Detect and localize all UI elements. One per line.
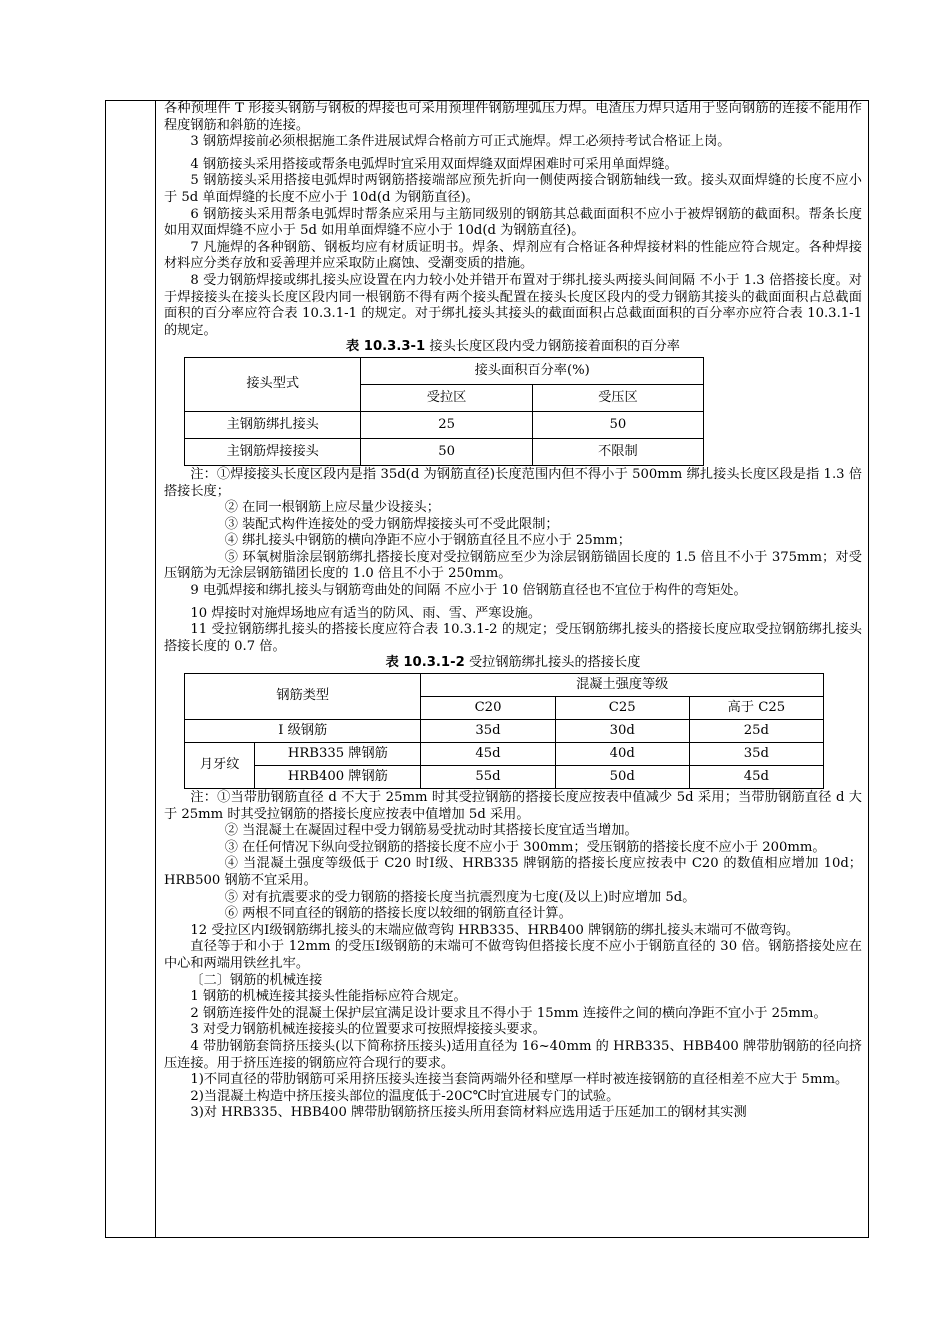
left-label-column [106,101,156,1237]
table1-caption [164,339,862,356]
table-cell: 月牙纹 [185,743,255,789]
table-cell: 45d [689,766,823,789]
paragraph: 直径等于和小于 12mm 的受压Ⅰ级钢筋的末端可不做弯钩但搭接长度不应小于钢筋直径的 30 倍。钢筋搭接处应在中心和两端用铁丝扎牢。 [164,939,862,971]
table-row [185,743,824,766]
table-row [185,438,704,465]
table-cell: 40d [555,743,689,766]
table2-header-c25: C25 [555,697,689,720]
note: ③ 在任何情况下纵向受拉钢筋的搭接长度不应小于 300mm；受压钢筋的搭接长度不应小于 200mm。 [224,839,826,855]
table-cell: 35d [689,743,823,766]
note: 注：①焊接接头长度区段内是指 35d(d 为钢筋直径)长度范围内但不得小于 500mm 绑扎接头长度区段是指 1.3 倍搭接长度； [164,466,862,499]
note: ⑤ 环氧树脂涂层钢筋绑扎搭接长度对受拉钢筋应至少为涂层钢筋锚固长度的 1.5 倍且不小于 375mm；对受压钢筋为无涂层钢筋锚团长度的 1.0 倍且不小于 250mm。 [164,549,862,582]
table1-header-percentage: 接头面积百分率(%) [361,357,704,384]
table-row [185,411,704,438]
table-cell: Ⅰ 级钢筋 [185,720,421,743]
table2-caption-number: 表 10.3.1-2 [385,655,465,671]
note: ⑥ 两根不同直径的钢筋的搭接长度以较细的钢筋直径计算。 [224,906,572,922]
document-content [164,101,862,1122]
paragraph: 9 电弧焊接和绑扎接头与钢筋弯曲处的间隔 不应小于 10 倍钢筋直径也不宜位于构件的弯矩处。 [190,583,747,599]
paragraph: 1 钢筋的机械连接其接头性能指标应符合规定。 [190,989,467,1005]
note: ④ 当混凝土强度等级低于 C20 时Ⅰ级、HRB335 牌钢筋的搭接长度应按表中 C20 的数值相应增加 10d；HRB500 钢筋不宜采用。 [164,856,862,888]
table-cell: HRB335 牌钢筋 [255,743,421,766]
table-cell: HRB400 牌钢筋 [255,766,421,789]
paragraph: 2)当混凝土构造中挤压接头部位的温度低于-20C℃时宜进展专门的试验。 [190,1088,620,1104]
document-frame [105,100,869,1238]
table-cell: 主钢筋焊接接头 [185,438,361,465]
note: ② 当混凝土在凝固过程中受力钢筋易受扰动时其搭接长度宜适当增加。 [224,823,638,839]
paragraph: 1)不同直径的带肋钢筋可采用挤压接头连接当套筒两端外径和壁厚一样时被连接钢筋的直径相差不应大于 5mm。 [190,1072,849,1088]
table-cell: 25d [689,720,823,743]
table1-header-type: 接头型式 [185,357,361,411]
lap-length-table [184,673,824,789]
table2-caption [164,655,862,672]
table-cell: 50d [555,766,689,789]
note: ② 在同一根钢筋上应尽量少设接头； [224,500,440,516]
table-cell: 不限制 [532,438,703,465]
table-cell: 25 [361,411,532,438]
note: ④ 绑扎接头中钢筋的横向净距不应小于钢筋直径且不应小于 25mm； [224,533,631,549]
table1-caption-text: 接头长度区段内受力钢筋接着面积的百分率 [425,339,680,355]
table2-header-type: 钢筋类型 [185,674,421,720]
table1-caption-number: 表 10.3.3-1 [346,339,426,355]
table1-header-tension: 受拉区 [361,384,532,411]
paragraph: 4 钢筋接头采用搭接或帮条电弧焊时宜采用双面焊缝双面焊困难时可采用单面焊缝。 [190,156,678,172]
table-cell: 50 [532,411,703,438]
table-cell: 45d [421,743,555,766]
paragraph: 7 凡施焊的各种钢筋、钢板均应有材质证明书。焊条、焊剂应有合格证各种焊接材料的性能应符合规定。各种焊接材料应分类存放和妥善理并应采取防止腐蚀、受潮变质的措施。 [164,239,862,272]
paragraph: 5 钢筋接头采用搭接电弧焊时两钢筋搭接端部应预先折向一侧使两接合钢筋轴线一致。接头双面焊缝的长度不应小于 5d 单面焊缝的长度不应小于 10d(d 为钢筋直径)。 [164,173,862,205]
paragraph: 3 钢筋焊接前必须根据施工条件进展试焊合格前方可正式施焊。焊工必须持考试合格证上岗。 [190,134,731,150]
table-cell: 30d [555,720,689,743]
paragraph: 10 焊接时对施焊场地应有适当的防风、雨、雪、严寒设施。 [190,605,542,621]
table-cell: 主钢筋绑扎接头 [185,411,361,438]
paragraph: 8 受力钢筋焊接或绑扎接头应设置在内力较小处并错开布置对于绑扎接头两接头间间隔 不小于 1.3 倍搭接长度。对于焊接接头在接头长度区段内同一根钢筋不得有两个接头配置在接头长度区段内的受力钢筋其接头的截面面积占总截面面积的百分率应符合表 10.3.1-1 的规定。对于绑扎接头其接头的截面面积占总截面面积的百分率亦应符合表 10.3.1-1 的规定。 [164,272,862,338]
section-heading: 〔二〕钢筋的机械连接 [190,972,323,988]
table-row [185,720,824,743]
table2-header-grade: 混凝土强度等级 [421,674,824,697]
paragraph: 4 带肋钢筋套筒挤压接头(以下简称挤压接头)适用直径为 16~40mm 的 HRB335、HBB400 牌带肋钢筋的径向挤压连接。用于挤压连接的钢筋应符合现行的要求。 [164,1038,862,1071]
paragraph: 3)对 HRB335、HBB400 牌带肋钢筋挤压接头所用套筒材料应选用适于压延加工的钢材其实测 [190,1105,747,1121]
table2-header-c20: C20 [421,697,555,720]
joint-area-percentage-table [184,357,704,466]
table1-header-compression: 受压区 [532,384,703,411]
note: ③ 装配式构件连接处的受力钢筋焊接接头可不受此限制； [224,516,559,532]
table-row [185,766,824,789]
paragraph: 11 受拉钢筋绑扎接头的搭接长度应符合表 10.3.1-2 的规定；受压钢筋绑扎接头的搭接长度应取受拉钢筋绑扎接头搭接长度的 0.7 倍。 [164,622,862,654]
table-cell: 35d [421,720,555,743]
paragraph: 各种预埋件 T 形接头钢筋与钢板的焊接也可采用预埋件钢筋埋弧压力焊。电渣压力焊只适用于竖向钢筋的连接不能用作程度钢筋和斜筋的连接。 [164,101,862,133]
table-cell: 55d [421,766,555,789]
paragraph: 12 受拉区内Ⅰ级钢筋绑扎接头的末端应做弯钩 HRB335、HRB400 牌钢筋的绑扎接头末端可不做弯钩。 [190,922,800,938]
paragraph: 6 钢筋接头采用帮条电弧焊时帮条应采用与主筋同级别的钢筋其总截面面积不应小于被焊钢筋的截面积。帮条长度如用双面焊缝不应小于 5d 如用单面焊缝不应小于 10d(d 为钢筋直径)。 [164,206,862,239]
table2-header-above-c25: 高于 C25 [689,697,823,720]
table-cell: 50 [361,438,532,465]
note: ⑤ 对有抗震要求的受力钢筋的搭接长度当抗震烈度为七度(及以上)时应增加 5d。 [224,889,696,905]
paragraph: 3 对受力钢筋机械连接接头的位置要求可按照焊接接头要求。 [190,1022,546,1038]
paragraph: 2 钢筋连接件处的混凝土保护层宜满足设计要求且不得小于 15mm 连接件之间的横向净距不宜小于 25mm。 [190,1005,827,1021]
table2-caption-text: 受拉钢筋绑扎接头的搭接长度 [464,655,641,671]
note: 注：①当带肋钢筋直径 d 不大于 25mm 时其受拉钢筋的搭接长度应按表中值减少 5d 采用；当带肋钢筋直径 d 大于 25mm 时其受拉钢筋的搭接长度应按表中值增加 5d 采用。 [164,790,862,822]
